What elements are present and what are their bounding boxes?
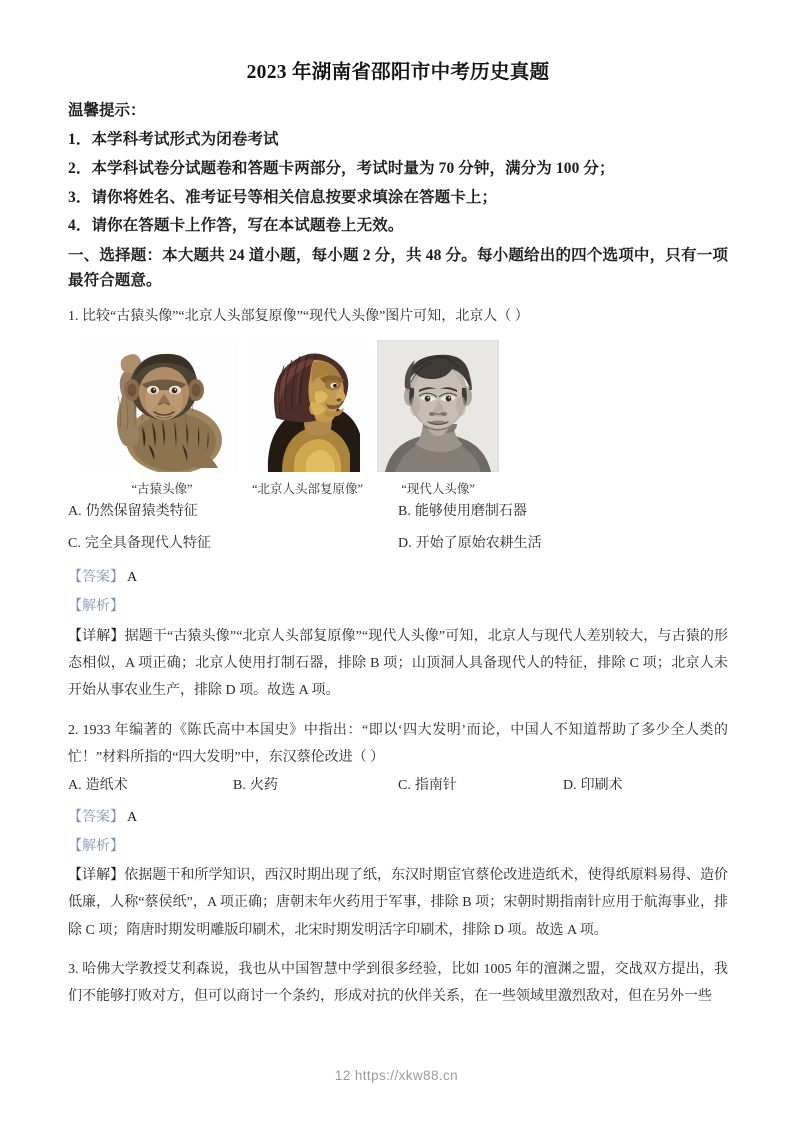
option-text: 完全具备现代人特征 <box>84 535 211 551</box>
question-1-options-row-1 <box>68 501 728 523</box>
question-1-answer-line <box>68 564 728 591</box>
figure-modern-human <box>377 340 499 497</box>
question-1-detail-text: 据题干“古猿头像”“北京人头部复原像”“现代人头像”可知，北京人与现代人差别较大，与古猿的形态相似，A 项正确；北京人使用打制石器，排除 B 项；山顶洞人具备现代人的特征，排除 C 项；北京人未开始从事农业生产，排除 D 项。故选 A 项。 <box>68 628 729 699</box>
question-2-option-D[interactable] <box>563 775 728 797</box>
question-2-option-A[interactable] <box>68 775 233 797</box>
analysis-marker: 【解析】 <box>68 838 124 854</box>
option-letter: B. <box>233 778 246 794</box>
question-1-answer: A <box>127 570 138 586</box>
question-1-options <box>68 501 728 555</box>
question-1-analysis-line <box>68 593 728 620</box>
figure-peking-man <box>252 340 363 497</box>
option-letter: C. <box>68 535 81 551</box>
page-content <box>68 60 728 1017</box>
option-letter: C. <box>398 778 411 794</box>
ape-head-illustration-icon <box>86 340 238 472</box>
question-3 <box>68 956 728 1011</box>
option-letter: A. <box>68 504 82 520</box>
analysis-marker: 【解析】 <box>68 599 124 615</box>
page-title: 2023 年湖南省邵阳市中考历史真题 <box>246 62 550 83</box>
option-text: 仍然保留猿类特征 <box>85 504 198 520</box>
question-2-stem: 2. 1933 年编著的《陈氏高中本国史》中指出：“即以‘四大发明’而论，中国人不知道帮助了多少全人类的忙！”材料所指的“四大发明”中，东汉蔡伦改进（ ） <box>68 722 728 765</box>
question-2 <box>68 717 728 944</box>
question-1 <box>68 303 728 705</box>
question-1-option-D[interactable] <box>398 533 728 555</box>
option-letter: B. <box>398 504 411 520</box>
question-1-options-row-2 <box>68 533 728 555</box>
figure-ape-head <box>86 340 238 497</box>
question-1-stem: 1. 比较“古猿头像”“北京人头部复原像”“现代人头像”图片可知，北京人（ ） <box>68 308 529 324</box>
question-2-answer: A <box>127 809 138 825</box>
option-text: 印刷术 <box>580 778 623 794</box>
question-2-options <box>68 775 728 797</box>
footer-watermark: 12 https://xkw88.cn <box>334 1068 459 1083</box>
question-1-option-B[interactable] <box>398 501 728 523</box>
section-heading: 一、选择题：本大题共 24 道小题，每小题 2 分，共 48 分。每小题给出的四个选项中，只有一项最符合题意。 <box>68 247 728 289</box>
option-text: 造纸术 <box>85 778 128 794</box>
notice-item-2: 2．本学科试卷分试题卷和答题卡两部分，考试时量为 70 分钟，满分为 100 分； <box>68 159 615 177</box>
question-1-figure-row <box>86 340 728 497</box>
figure-3-caption: “现代人头像” <box>401 482 475 497</box>
question-1-option-C[interactable] <box>68 533 398 555</box>
question-1-detail <box>68 623 728 705</box>
question-2-detail-text: 依据题干和所学知识，西汉时期出现了纸，东汉时期宦官蔡伦改进造纸术，使得纸原料易得、造价低廉，人称“蔡侯纸”，A 项正确；唐朝末年火药用于军事，排除 B 项；宋朝时期指南针应用于航海事业，排除 C 项；隋唐时期发明雕版印刷术，北宋时期发明活字印刷术，排除 D 项。故选 A 项。 <box>68 868 729 938</box>
question-2-answer-line <box>68 804 728 831</box>
question-2-detail <box>68 862 728 944</box>
figure-1-caption: “古猿头像” <box>131 482 193 497</box>
option-text: 指南针 <box>414 778 457 794</box>
detail-marker: 【详解】 <box>68 868 125 884</box>
option-text: 能够使用磨制石器 <box>414 504 527 520</box>
notice-item-3: 3．请你将姓名、准考证号等相关信息按要求填涂在答题卡上； <box>68 188 498 206</box>
question-1-option-A[interactable] <box>68 501 398 523</box>
option-text: 火药 <box>249 778 278 794</box>
option-letter: A. <box>68 778 82 794</box>
notice-block <box>68 101 728 237</box>
notice-item-1: 1．本学科考试形式为闭卷考试 <box>68 131 279 149</box>
detail-marker: 【详解】 <box>68 628 125 644</box>
notice-heading: 温馨提示： <box>68 102 146 120</box>
answer-marker: 【答案】 <box>68 809 124 825</box>
notice-item-4: 4．请你在答题卡上作答，写在本试题卷上无效。 <box>68 217 404 235</box>
option-letter: D. <box>398 535 412 551</box>
answer-marker: 【答案】 <box>68 570 124 586</box>
question-3-stem: 3. 哈佛大学教授艾利森说，我也从中国智慧中学到很多经验，比如 1005 年的澶渊之盟，交战双方提出，我们不能够打败对方，但可以商讨一个条约，形成对抗的伙伴关系，在一些领域里激烈敌对，但在另外一些 <box>68 962 728 1005</box>
figure-2-caption: “北京人头部复原像” <box>252 482 364 497</box>
question-2-option-B[interactable] <box>233 775 398 797</box>
modern-human-head-drawing-icon <box>377 340 499 472</box>
option-text: 开始了原始农耕生活 <box>415 535 542 551</box>
option-letter: D. <box>563 778 577 794</box>
question-2-analysis-line <box>68 833 728 860</box>
question-2-option-C[interactable] <box>398 775 563 797</box>
peking-man-reconstruction-icon <box>254 340 362 472</box>
